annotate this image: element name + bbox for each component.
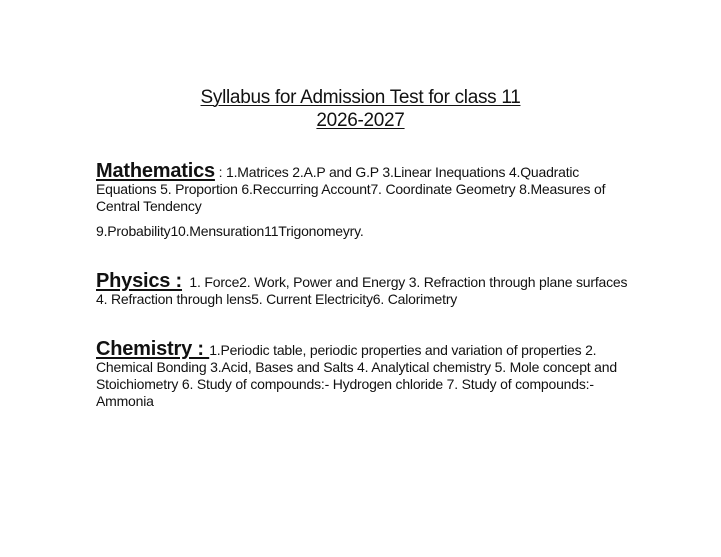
chemistry-paragraph [96, 338, 636, 410]
mathematics-paragraph [96, 160, 636, 215]
mathematics-section [96, 160, 636, 240]
chemistry-heading: Chemistry : [96, 338, 210, 360]
physics-paragraph [96, 270, 636, 308]
title-line-2: 2026-2027 [316, 110, 405, 131]
mathematics-topics-extra: 9.Probability10.Mensuration11Trigonomeyry. [96, 223, 364, 239]
mathematics-heading: Mathematics [96, 160, 215, 182]
chemistry-topics: 1.Periodic table, periodic properties and variation of properties 2. Chemical Bonding 3.Acid, Bases and Salts 4. Analytical chemistry 5. Mole concept and Stoichiometry 6. Study of compounds:- Hydrogen chloride 7. Study of compounds:- Ammonia [96, 342, 617, 409]
physics-section [96, 270, 636, 308]
mathematics-separator: : [214, 164, 227, 180]
physics-topics: 1. Force2. Work, Power and Energy 3. Refraction through plane surfaces 4. Refraction through lens5. Current Electricity6. Calorimetry [96, 274, 628, 307]
title-line-1: Syllabus for Admission Test for class 11 [200, 87, 521, 108]
mathematics-topics: 1.Matrices 2.A.P and G.P 3.Linear Inequations 4.Quadratic Equations 5. Proportion 6.Reccurring Account7. Coordinate Geometry 8.Measures of Central Tendency [96, 164, 606, 214]
chemistry-section [96, 338, 636, 410]
physics-heading: Physics : [96, 270, 183, 292]
document-title [0, 86, 721, 132]
